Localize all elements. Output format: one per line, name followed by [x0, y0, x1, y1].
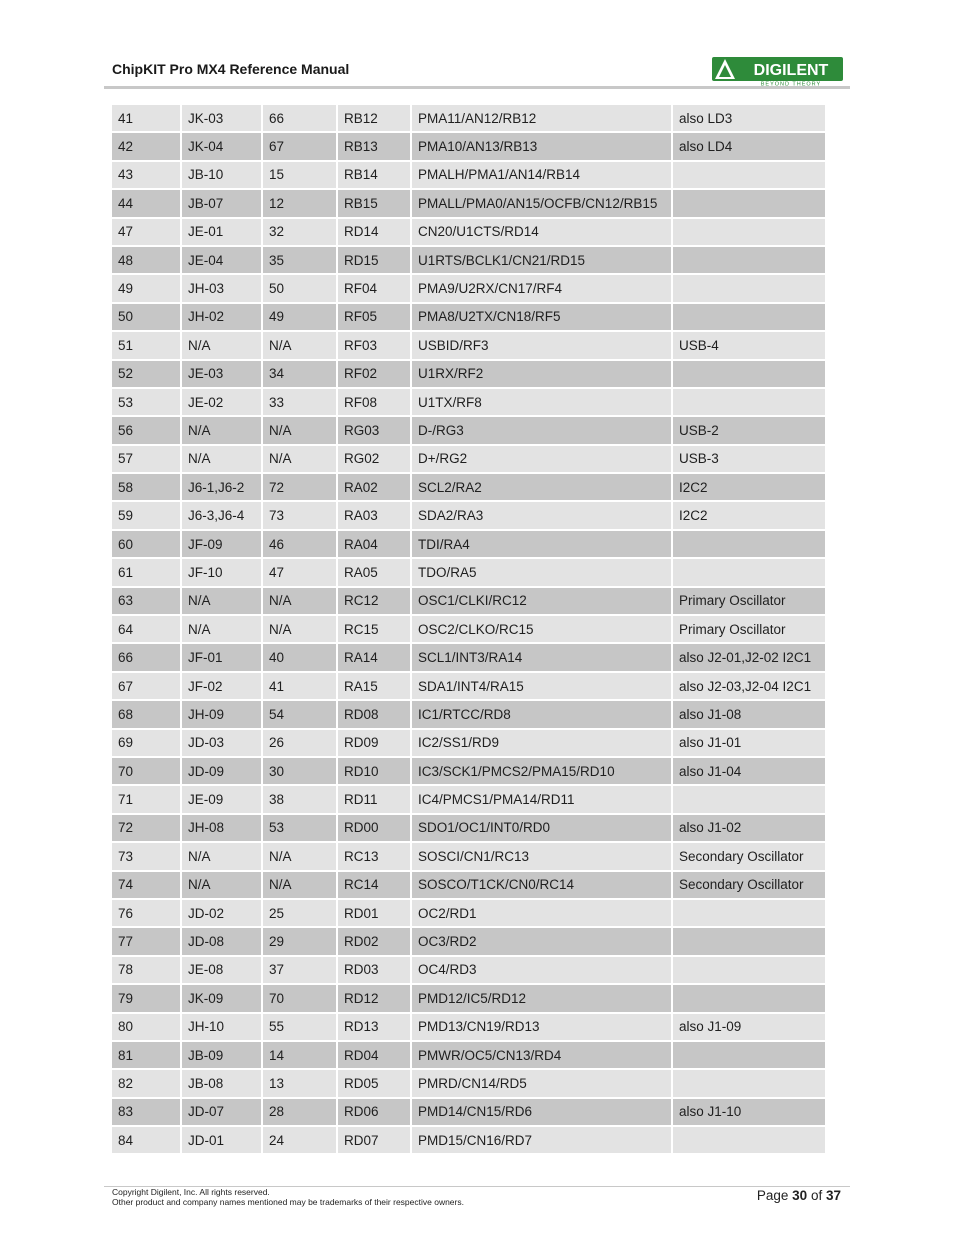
pic32-pin-cell: 49 — [263, 304, 336, 332]
mx4-pin-cell: 50 — [112, 304, 180, 332]
pic32-pin-cell: N/A — [263, 417, 336, 445]
table-row — [112, 162, 825, 190]
pic32-pin-cell: 25 — [263, 900, 336, 928]
signal-cell: SCL2/RA2 — [412, 474, 671, 502]
mx4-pin-cell: 69 — [112, 730, 180, 758]
table-row — [112, 1070, 825, 1098]
table-row — [112, 786, 825, 814]
table-row — [112, 275, 825, 303]
port-cell: RF05 — [338, 304, 410, 332]
mx4-pin-cell: 79 — [112, 985, 180, 1013]
signal-cell: PMA11/AN12/RB12 — [412, 105, 671, 133]
notes-cell: also J1-01 — [673, 730, 825, 758]
mx4-pin-cell: 67 — [112, 673, 180, 701]
signal-cell: PMRD/CN14/RD5 — [412, 1070, 671, 1098]
table-row — [112, 417, 825, 445]
port-cell: RC14 — [338, 872, 410, 900]
signal-cell: USBID/RF3 — [412, 332, 671, 360]
page-total: 37 — [825, 1188, 841, 1203]
mx4-pin-cell: 41 — [112, 105, 180, 133]
signal-cell: OC2/RD1 — [412, 900, 671, 928]
port-cell: RD01 — [338, 900, 410, 928]
connector-cell: J6-1,J6-2 — [182, 474, 261, 502]
port-cell: RD11 — [338, 786, 410, 814]
connector-cell: JF-02 — [182, 673, 261, 701]
notes-cell — [673, 389, 825, 417]
connector-cell: JK-09 — [182, 985, 261, 1013]
signal-cell: OSC1/CLKI/RC12 — [412, 588, 671, 616]
table-row — [112, 531, 825, 559]
pic32-pin-cell: 73 — [263, 502, 336, 530]
table-row — [112, 502, 825, 530]
mx4-pin-cell: 78 — [112, 957, 180, 985]
mx4-pin-cell: 53 — [112, 389, 180, 417]
connector-cell: JK-03 — [182, 105, 261, 133]
connector-cell: JE-02 — [182, 389, 261, 417]
table-row — [112, 219, 825, 247]
pic32-pin-cell: 34 — [263, 361, 336, 389]
table-row — [112, 588, 825, 616]
notes-cell: USB-4 — [673, 332, 825, 360]
mx4-pin-cell: 68 — [112, 701, 180, 729]
port-cell: RB14 — [338, 162, 410, 190]
port-cell: RA04 — [338, 531, 410, 559]
signal-cell: SDA1/INT4/RA15 — [412, 673, 671, 701]
table-row — [112, 957, 825, 985]
notes-cell: I2C2 — [673, 502, 825, 530]
signal-cell: U1RX/RF2 — [412, 361, 671, 389]
signal-cell: TDO/RA5 — [412, 559, 671, 587]
pic32-pin-cell: 15 — [263, 162, 336, 190]
connector-cell: JK-04 — [182, 133, 261, 161]
connector-cell: JD-01 — [182, 1127, 261, 1155]
pic32-pin-cell: 30 — [263, 758, 336, 786]
logo-wordmark: DIGILENT — [753, 62, 829, 79]
signal-cell: SCL1/INT3/RA14 — [412, 644, 671, 672]
pic32-pin-cell: 67 — [263, 133, 336, 161]
notes-cell — [673, 304, 825, 332]
pic32-pin-cell: N/A — [263, 332, 336, 360]
table-row — [112, 1042, 825, 1070]
mx4-pin-cell: 42 — [112, 133, 180, 161]
signal-cell: U1RTS/BCLK1/CN21/RD15 — [412, 247, 671, 275]
signal-cell: PMALH/PMA1/AN14/RB14 — [412, 162, 671, 190]
port-cell: RD03 — [338, 957, 410, 985]
mx4-pin-cell: 43 — [112, 162, 180, 190]
signal-cell: SOSCI/CN1/RC13 — [412, 843, 671, 871]
port-cell: RD12 — [338, 985, 410, 1013]
port-cell: RD04 — [338, 1042, 410, 1070]
connector-cell: JF-01 — [182, 644, 261, 672]
page-label: Page — [756, 1188, 789, 1203]
port-cell: RB13 — [338, 133, 410, 161]
logo-tagline: BEYOND THEORY — [760, 81, 822, 86]
notes-cell: also J1-02 — [673, 815, 825, 843]
table-row — [112, 985, 825, 1013]
port-cell: RD14 — [338, 219, 410, 247]
table-row — [112, 758, 825, 786]
notes-cell: Secondary Oscillator — [673, 843, 825, 871]
table-row — [112, 133, 825, 161]
notes-cell — [673, 1070, 825, 1098]
table-row — [112, 701, 825, 729]
page-of: of — [810, 1188, 823, 1203]
table-row — [112, 1014, 825, 1042]
table-row — [112, 928, 825, 956]
pic32-pin-cell: N/A — [263, 616, 336, 644]
signal-cell: D-/RG3 — [412, 417, 671, 445]
port-cell: RF04 — [338, 275, 410, 303]
signal-cell: OSC2/CLKO/RC15 — [412, 616, 671, 644]
mx4-pin-cell: 58 — [112, 474, 180, 502]
connector-cell: N/A — [182, 332, 261, 360]
notes-cell — [673, 900, 825, 928]
pin-mapping-table — [110, 105, 827, 1155]
signal-cell: PMD14/CN15/RD6 — [412, 1099, 671, 1127]
table-row — [112, 247, 825, 275]
mx4-pin-cell: 73 — [112, 843, 180, 871]
notes-cell — [673, 957, 825, 985]
mx4-pin-cell: 70 — [112, 758, 180, 786]
pic32-pin-cell: N/A — [263, 446, 336, 474]
mx4-pin-cell: 52 — [112, 361, 180, 389]
table-row — [112, 1127, 825, 1155]
signal-cell: IC1/RTCC/RD8 — [412, 701, 671, 729]
trademark-text: Other product and company names mentioned may be trademarks of their respective owners. — [112, 1196, 464, 1207]
pic32-pin-cell: 38 — [263, 786, 336, 814]
signal-cell: SOSCO/T1CK/CN0/RC14 — [412, 872, 671, 900]
port-cell: RB12 — [338, 105, 410, 133]
mx4-pin-cell: 66 — [112, 644, 180, 672]
mx4-pin-cell: 64 — [112, 616, 180, 644]
notes-cell: also J1-04 — [673, 758, 825, 786]
connector-cell: N/A — [182, 417, 261, 445]
connector-cell: JE-04 — [182, 247, 261, 275]
signal-cell: PMA10/AN13/RB13 — [412, 133, 671, 161]
signal-cell: SDO1/OC1/INT0/RD0 — [412, 815, 671, 843]
notes-cell — [673, 162, 825, 190]
table-row — [112, 559, 825, 587]
connector-cell: JD-08 — [182, 928, 261, 956]
mx4-pin-cell: 51 — [112, 332, 180, 360]
signal-cell: PMD12/IC5/RD12 — [412, 985, 671, 1013]
connector-cell: JE-01 — [182, 219, 261, 247]
table-row — [112, 446, 825, 474]
notes-cell — [673, 275, 825, 303]
port-cell: RG02 — [338, 446, 410, 474]
connector-cell: N/A — [182, 616, 261, 644]
footer-legal — [112, 1188, 464, 1207]
port-cell: RA02 — [338, 474, 410, 502]
connector-cell: JE-08 — [182, 957, 261, 985]
mx4-pin-cell: 44 — [112, 190, 180, 218]
mx4-pin-cell: 63 — [112, 588, 180, 616]
mx4-pin-cell: 49 — [112, 275, 180, 303]
connector-cell: N/A — [182, 872, 261, 900]
table-row — [112, 644, 825, 672]
signal-cell: PMD13/CN19/RD13 — [412, 1014, 671, 1042]
signal-cell: PMWR/OC5/CN13/RD4 — [412, 1042, 671, 1070]
notes-cell: also J2-01,J2-02 I2C1 — [673, 644, 825, 672]
notes-cell — [673, 559, 825, 587]
port-cell: RC13 — [338, 843, 410, 871]
connector-cell: JH-08 — [182, 815, 261, 843]
connector-cell: JB-08 — [182, 1070, 261, 1098]
mx4-pin-cell: 74 — [112, 872, 180, 900]
signal-cell: PMA8/U2TX/CN18/RF5 — [412, 304, 671, 332]
table-row — [112, 361, 825, 389]
mx4-pin-cell: 77 — [112, 928, 180, 956]
connector-cell: JH-02 — [182, 304, 261, 332]
connector-cell: JD-07 — [182, 1099, 261, 1127]
pic32-pin-cell: 35 — [263, 247, 336, 275]
connector-cell: J6-3,J6-4 — [182, 502, 261, 530]
signal-cell: D+/RG2 — [412, 446, 671, 474]
notes-cell: USB-2 — [673, 417, 825, 445]
port-cell: RD08 — [338, 701, 410, 729]
port-cell: RA05 — [338, 559, 410, 587]
notes-cell: Secondary Oscillator — [673, 872, 825, 900]
pic32-pin-cell: 47 — [263, 559, 336, 587]
signal-cell: PMA9/U2RX/CN17/RF4 — [412, 275, 671, 303]
notes-cell — [673, 928, 825, 956]
notes-cell: USB-3 — [673, 446, 825, 474]
pic32-pin-cell: 40 — [263, 644, 336, 672]
signal-cell: CN20/U1CTS/RD14 — [412, 219, 671, 247]
notes-cell: also LD4 — [673, 133, 825, 161]
copyright-text: Copyright Digilent, Inc. All rights reserved. — [112, 1187, 270, 1197]
table-row — [112, 815, 825, 843]
connector-cell: JH-10 — [182, 1014, 261, 1042]
mx4-pin-cell: 48 — [112, 247, 180, 275]
port-cell: RD00 — [338, 815, 410, 843]
port-cell: RD02 — [338, 928, 410, 956]
table-row — [112, 332, 825, 360]
page-number — [757, 1188, 841, 1203]
port-cell: RG03 — [338, 417, 410, 445]
notes-cell — [673, 219, 825, 247]
pic32-pin-cell: 46 — [263, 531, 336, 559]
mx4-pin-cell: 59 — [112, 502, 180, 530]
table-row — [112, 304, 825, 332]
notes-cell — [673, 1042, 825, 1070]
table-row — [112, 872, 825, 900]
connector-cell: JE-03 — [182, 361, 261, 389]
notes-cell — [673, 1127, 825, 1155]
mx4-pin-cell: 56 — [112, 417, 180, 445]
port-cell: RC12 — [338, 588, 410, 616]
pic32-pin-cell: 72 — [263, 474, 336, 502]
connector-cell: N/A — [182, 446, 261, 474]
pic32-pin-cell: 66 — [263, 105, 336, 133]
table-row — [112, 900, 825, 928]
pic32-pin-cell: N/A — [263, 843, 336, 871]
table-row — [112, 190, 825, 218]
notes-cell: I2C2 — [673, 474, 825, 502]
mx4-pin-cell: 61 — [112, 559, 180, 587]
notes-cell: also J1-08 — [673, 701, 825, 729]
port-cell: RF03 — [338, 332, 410, 360]
port-cell: RF02 — [338, 361, 410, 389]
connector-cell: JE-09 — [182, 786, 261, 814]
signal-cell: IC3/SCK1/PMCS2/PMA15/RD10 — [412, 758, 671, 786]
notes-cell: also J1-10 — [673, 1099, 825, 1127]
connector-cell: JF-10 — [182, 559, 261, 587]
connector-cell: N/A — [182, 588, 261, 616]
port-cell: RB15 — [338, 190, 410, 218]
signal-cell: PMALL/PMA0/AN15/OCFB/CN12/RB15 — [412, 190, 671, 218]
pic32-pin-cell: 55 — [263, 1014, 336, 1042]
pic32-pin-cell: 70 — [263, 985, 336, 1013]
page-current: 30 — [792, 1188, 808, 1203]
pic32-pin-cell: 32 — [263, 219, 336, 247]
connector-cell: JB-07 — [182, 190, 261, 218]
mx4-pin-cell: 83 — [112, 1099, 180, 1127]
connector-cell: JB-10 — [182, 162, 261, 190]
port-cell: RD09 — [338, 730, 410, 758]
notes-cell: Primary Oscillator — [673, 588, 825, 616]
pic32-pin-cell: N/A — [263, 588, 336, 616]
table-row — [112, 616, 825, 644]
signal-cell: OC3/RD2 — [412, 928, 671, 956]
mx4-pin-cell: 84 — [112, 1127, 180, 1155]
notes-cell: also J2-03,J2-04 I2C1 — [673, 673, 825, 701]
signal-cell: OC4/RD3 — [412, 957, 671, 985]
notes-cell — [673, 361, 825, 389]
notes-cell: also J1-09 — [673, 1014, 825, 1042]
digilent-logo — [712, 56, 843, 86]
table-row — [112, 843, 825, 871]
mx4-pin-cell: 57 — [112, 446, 180, 474]
mx4-pin-cell: 81 — [112, 1042, 180, 1070]
pic32-pin-cell: 41 — [263, 673, 336, 701]
pic32-pin-cell: 53 — [263, 815, 336, 843]
table-row — [112, 1099, 825, 1127]
notes-cell — [673, 531, 825, 559]
connector-cell: JD-03 — [182, 730, 261, 758]
signal-cell: TDI/RA4 — [412, 531, 671, 559]
mx4-pin-cell: 47 — [112, 219, 180, 247]
pic32-pin-cell: 29 — [263, 928, 336, 956]
connector-cell: JF-09 — [182, 531, 261, 559]
mx4-pin-cell: 82 — [112, 1070, 180, 1098]
port-cell: RD06 — [338, 1099, 410, 1127]
mx4-pin-cell: 76 — [112, 900, 180, 928]
connector-cell: JB-09 — [182, 1042, 261, 1070]
pic32-pin-cell: 26 — [263, 730, 336, 758]
port-cell: RD13 — [338, 1014, 410, 1042]
mx4-pin-cell: 72 — [112, 815, 180, 843]
port-cell: RD10 — [338, 758, 410, 786]
pic32-pin-cell: 54 — [263, 701, 336, 729]
port-cell: RA14 — [338, 644, 410, 672]
connector-cell: JH-09 — [182, 701, 261, 729]
pic32-pin-cell: 14 — [263, 1042, 336, 1070]
pic32-pin-cell: 33 — [263, 389, 336, 417]
notes-cell: Primary Oscillator — [673, 616, 825, 644]
signal-cell: SDA2/RA3 — [412, 502, 671, 530]
notes-cell — [673, 786, 825, 814]
table-row — [112, 389, 825, 417]
table-row — [112, 673, 825, 701]
table-row — [112, 474, 825, 502]
notes-cell — [673, 985, 825, 1013]
pic32-pin-cell: 24 — [263, 1127, 336, 1155]
signal-cell: PMD15/CN16/RD7 — [412, 1127, 671, 1155]
port-cell: RD05 — [338, 1070, 410, 1098]
mx4-pin-cell: 60 — [112, 531, 180, 559]
port-cell: RD07 — [338, 1127, 410, 1155]
signal-cell: U1TX/RF8 — [412, 389, 671, 417]
notes-cell — [673, 190, 825, 218]
pic32-pin-cell: 13 — [263, 1070, 336, 1098]
signal-cell: IC4/PMCS1/PMA14/RD11 — [412, 786, 671, 814]
connector-cell: JD-09 — [182, 758, 261, 786]
pic32-pin-cell: N/A — [263, 872, 336, 900]
notes-cell: also LD3 — [673, 105, 825, 133]
connector-cell: JD-02 — [182, 900, 261, 928]
mx4-pin-cell: 80 — [112, 1014, 180, 1042]
table-row — [112, 105, 825, 133]
notes-cell — [673, 247, 825, 275]
page-header-title: ChipKIT Pro MX4 Reference Manual — [112, 61, 350, 77]
signal-cell: IC2/SS1/RD9 — [412, 730, 671, 758]
connector-cell: N/A — [182, 843, 261, 871]
connector-cell: JH-03 — [182, 275, 261, 303]
port-cell: RA03 — [338, 502, 410, 530]
port-cell: RF08 — [338, 389, 410, 417]
port-cell: RD15 — [338, 247, 410, 275]
port-cell: RC15 — [338, 616, 410, 644]
port-cell: RA15 — [338, 673, 410, 701]
table-row — [112, 730, 825, 758]
pic32-pin-cell: 12 — [263, 190, 336, 218]
pic32-pin-cell: 28 — [263, 1099, 336, 1127]
header-divider — [104, 86, 850, 89]
pic32-pin-cell: 37 — [263, 957, 336, 985]
mx4-pin-cell: 71 — [112, 786, 180, 814]
pic32-pin-cell: 50 — [263, 275, 336, 303]
